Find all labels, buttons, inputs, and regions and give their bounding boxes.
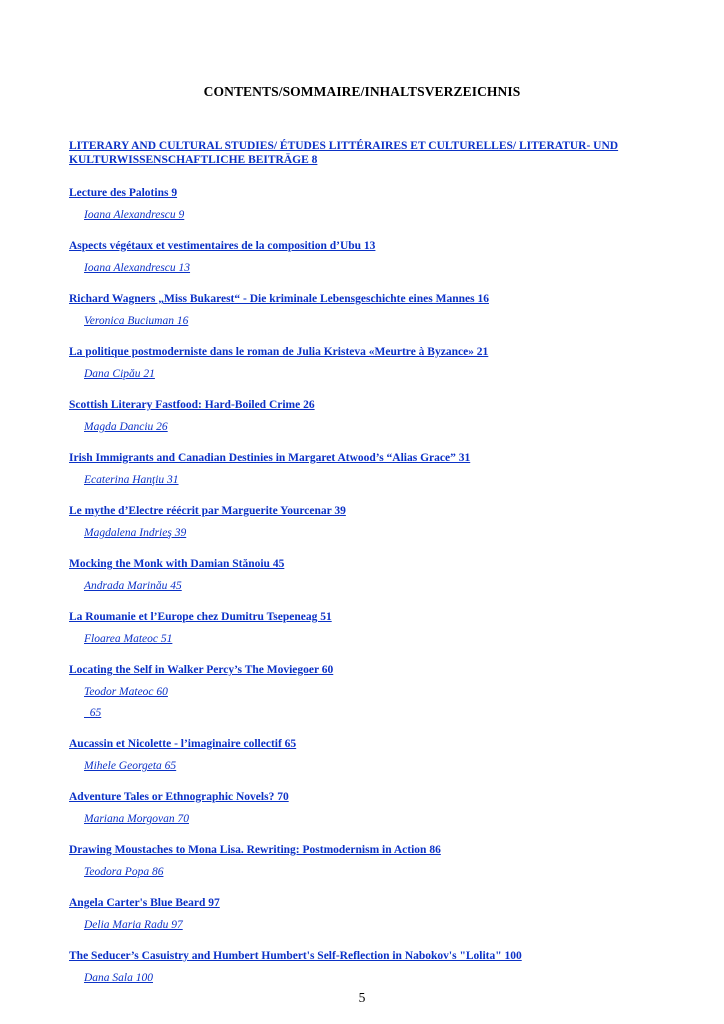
table-of-contents bbox=[69, 139, 649, 999]
author-link[interactable]: Mariana Morgovan 70 bbox=[84, 813, 189, 825]
author-link[interactable]: Delia Maria Radu 97 bbox=[84, 919, 183, 931]
author-link[interactable]: Ioana Alexandrescu 13 bbox=[84, 262, 191, 274]
toc-entry bbox=[69, 448, 649, 487]
article-title-link[interactable]: Locating the Self in Walker Percy’s The Moviegoer 60 bbox=[69, 664, 334, 676]
page-title: CONTENTS/SOMMAIRE/INHALTSVERZEICHNIS bbox=[203, 84, 521, 99]
author-link[interactable]: Teodora Popa 86 bbox=[84, 866, 164, 878]
toc-entry bbox=[69, 236, 649, 275]
article-title-link[interactable]: Le mythe d’Electre réécrit par Marguerite Yourcenar 39 bbox=[69, 505, 346, 517]
article-title-link[interactable]: Aspects végétaux et vestimentaires de la composition d’Ubu 13 bbox=[69, 240, 376, 252]
page-reference-link[interactable]: 65 bbox=[84, 707, 102, 719]
article-title-link[interactable]: Aucassin et Nicolette - l’imaginaire collectif 65 bbox=[69, 738, 297, 750]
toc-entry bbox=[69, 554, 649, 593]
toc-entry bbox=[69, 501, 649, 540]
toc-entry bbox=[69, 787, 649, 826]
section-heading-link[interactable]: LITERARY AND CULTURAL STUDIES/ ÉTUDES LITTÉRAIRES ET CULTURELLES/ LITERATUR- UND KULTURWISSENSCHAFTLICHE BEITRÄGE 8 bbox=[69, 140, 619, 166]
toc-entry bbox=[69, 607, 649, 646]
article-title-link[interactable]: Irish Immigrants and Canadian Destinies in Margaret Atwood’s “Alias Grace” 31 bbox=[69, 452, 471, 464]
article-title-link[interactable]: Richard Wagners „Miss Bukarest“ - Die kriminale Lebensgeschichte eines Mannes 16 bbox=[69, 293, 489, 305]
toc-entry bbox=[69, 840, 649, 879]
page-number: 5 bbox=[358, 990, 366, 1005]
article-title-link[interactable]: Lecture des Palotins 9 bbox=[69, 187, 178, 199]
toc-entry bbox=[69, 183, 649, 222]
author-link[interactable]: Teodor Mateoc 60 bbox=[84, 686, 168, 698]
article-title-link[interactable]: Scottish Literary Fastfood: Hard-Boiled Crime 26 bbox=[69, 399, 315, 411]
article-title-link[interactable]: La Roumanie et l’Europe chez Dumitru Tsepeneag 51 bbox=[69, 611, 332, 623]
toc-entry bbox=[69, 893, 649, 932]
article-title-link[interactable]: La politique postmoderniste dans le roman de Julia Kristeva «Meurtre à Byzance» 21 bbox=[69, 346, 489, 358]
author-link[interactable]: Veronica Buciuman 16 bbox=[84, 315, 189, 327]
toc-entry bbox=[69, 395, 649, 434]
article-title-link[interactable]: Mocking the Monk with Damian Stănoiu 45 bbox=[69, 558, 285, 570]
author-link[interactable]: Mihele Georgeta 65 bbox=[84, 760, 177, 772]
author-link[interactable]: Ioana Alexandrescu 9 bbox=[84, 209, 185, 221]
article-title-link[interactable]: Angela Carter's Blue Beard 97 bbox=[69, 897, 220, 909]
author-link[interactable]: Magda Danciu 26 bbox=[84, 421, 168, 433]
article-title-link[interactable]: The Seducer’s Casuistry and Humbert Humbert's Self-Reflection in Nabokov's "Lolita" 100 bbox=[69, 950, 522, 962]
author-link[interactable]: Dana Sala 100 bbox=[84, 972, 153, 984]
toc-entry bbox=[69, 734, 649, 773]
toc-entry bbox=[69, 946, 649, 985]
toc-entry bbox=[69, 342, 649, 381]
author-link[interactable]: Andrada Marinău 45 bbox=[84, 580, 182, 592]
author-link[interactable]: Dana Cipău 21 bbox=[84, 368, 155, 380]
article-title-link[interactable]: Drawing Moustaches to Mona Lisa. Rewriting: Postmodernism in Action 86 bbox=[69, 844, 441, 856]
author-link[interactable]: Magdalena Indrieş 39 bbox=[84, 527, 187, 539]
article-title-link[interactable]: Adventure Tales or Ethnographic Novels? 70 bbox=[69, 791, 289, 803]
toc-entries bbox=[69, 183, 649, 985]
author-link[interactable]: Ecaterina Hanţiu 31 bbox=[84, 474, 179, 486]
author-link[interactable]: Floarea Mateoc 51 bbox=[84, 633, 173, 645]
toc-entry bbox=[69, 289, 649, 328]
toc-entry bbox=[69, 660, 649, 720]
